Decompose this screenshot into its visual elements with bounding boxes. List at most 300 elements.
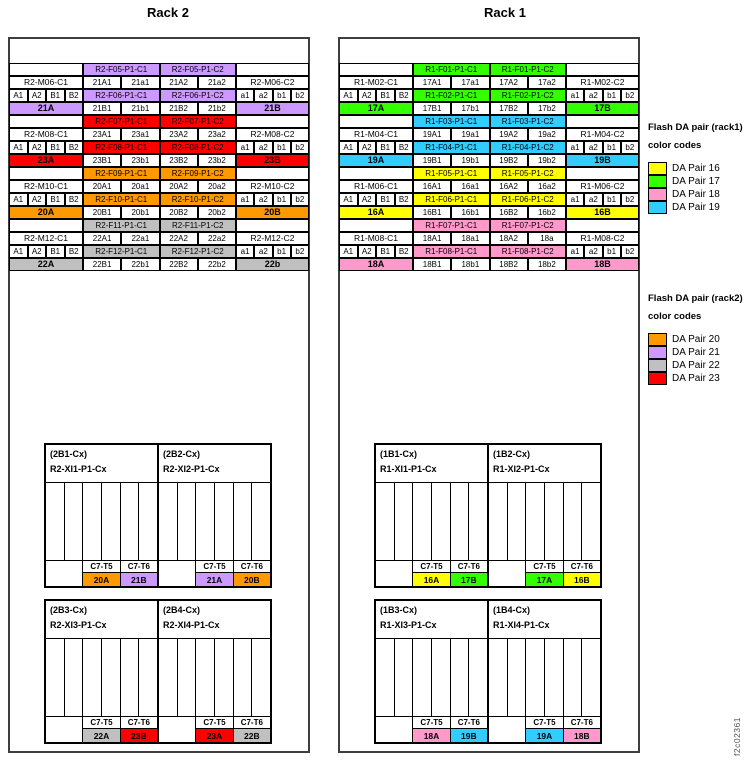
port-id-cell: 20B1 [83,206,121,219]
legend-label: DA Pair 17 [672,176,720,188]
da-pair-tag: 20A [83,573,119,586]
da-pair-cell: 21A [9,102,83,115]
legend-label: DA Pair 23 [672,373,720,385]
drawer-slot-area [159,483,270,560]
mgmt-card-cell: R2-M06-C1 [9,76,83,89]
io-drawer [157,601,270,742]
port-id-cell: 21B1 [83,102,121,115]
drawer-bottom-blank [376,717,412,742]
port-id-cell: 23B1 [83,154,121,167]
port-id-cell: 16B1 [413,206,451,219]
port-cell: B1 [376,141,395,154]
drawer-slot [451,639,470,716]
drawer-slot [196,483,215,560]
mgmt-card-cell: R1-M02-C1 [339,76,413,89]
mgmt-card-cell: R2-M10-C1 [9,180,83,193]
drawer-slot [83,639,102,716]
drawer-slot [432,483,451,560]
mgmt-card-cell: R1-M02-C2 [566,76,639,89]
drawer-slot [215,639,234,716]
port-id-cell: 21B2 [160,102,198,115]
port-id-cell: 22b1 [121,258,159,271]
port-id-cell: 21A2 [160,76,198,89]
port-label: C7-T5 [196,717,232,729]
drawer-id: (1B4-Cx) [493,605,531,615]
mgmt-card-cell: R1-M06-C2 [566,180,639,193]
legend-rack2-title-line2: color codes [648,311,702,323]
port-cell: b1 [603,245,621,258]
da-card-cell: R1-F05-P1-C2 [490,167,567,180]
io-drawer [376,445,487,586]
port-id-cell: 18B1 [413,258,451,271]
drawer-slot-area [376,483,487,560]
da-card-cell: R2-F06-P1-C1 [83,89,160,102]
drawer-port-t6 [450,561,487,586]
legend-item [648,162,748,175]
da-card-cell: R2-F09-P1-C1 [83,167,160,180]
port-id-cell: 18b2 [528,258,566,271]
port-id-cell: 19a1 [451,128,489,141]
da-card-cell: R1-F05-P1-C1 [413,167,490,180]
color-swatch [648,359,667,372]
drawer-port-t5 [82,561,119,586]
drawer-slot [196,639,215,716]
port-cell: a2 [584,89,602,102]
port-cell: B2 [395,89,414,102]
legend-item [648,201,748,214]
rack1-da-table [339,63,639,271]
port-id-cell: 16A2 [490,180,528,193]
port-cell: a1 [566,89,584,102]
drawer-slot [234,639,253,716]
da-pair-cell: 16B [566,206,639,219]
port-id-cell: 19A1 [413,128,451,141]
port-cell: B2 [65,193,84,206]
port-cell: a1 [236,141,254,154]
port-cell: a2 [254,193,272,206]
da-pair-tag: 21B [121,573,157,586]
rack2-title: Rack 2 [147,5,189,20]
port-id-cell: 18A1 [413,232,451,245]
port-id-cell: 22b2 [198,258,236,271]
drawer-header [159,445,270,483]
port-id-cell: 19b1 [451,154,489,167]
port-id-cell: 20A1 [83,180,121,193]
port-label: C7-T6 [451,561,487,573]
legend-label: DA Pair 21 [672,347,720,359]
empty-cell [339,167,413,180]
mgmt-card-cell: R2-M06-C2 [236,76,309,89]
port-cell: a1 [566,245,584,258]
drawer-slot [252,639,270,716]
port-cell: B1 [46,89,65,102]
port-id-cell: 18a [528,232,566,245]
da-card-cell: R2-F09-P1-C2 [160,167,237,180]
da-pair-cell: 17B [566,102,639,115]
port-cell: A1 [9,245,28,258]
drawer-slot-area [159,639,270,716]
da-pair-cell: 18A [339,258,413,271]
port-id-cell: 17b1 [451,102,489,115]
drawer-port-t6 [120,561,157,586]
drawer-port-t6 [233,717,270,742]
port-cell: A1 [339,141,358,154]
drawer-header [46,445,157,483]
port-id-cell: 16B2 [490,206,528,219]
port-cell: a2 [254,245,272,258]
port-id-cell: 17A1 [413,76,451,89]
empty-cell [339,219,413,232]
io-drawer [487,601,600,742]
legend-label: DA Pair 20 [672,334,720,346]
mgmt-card-cell: R2-M12-C2 [236,232,309,245]
drawer-bottom-blank [489,561,525,586]
port-label: C7-T5 [413,717,449,729]
drawer-slot [159,483,178,560]
port-id-cell: 17a1 [451,76,489,89]
legend-rack2-title-line1: Flash DA pair (rack2) [648,293,743,304]
color-swatch [648,188,667,201]
drawer-header [159,601,270,639]
da-card-cell: R1-F02-P1-C1 [413,89,490,102]
drawer-id: (2B1-Cx) [50,449,88,459]
drawer-port-t5 [82,717,119,742]
port-label: C7-T6 [234,717,270,729]
mgmt-card-cell: R1-M06-C1 [339,180,413,193]
port-cell: A2 [28,245,47,258]
da-pair-tag: 21A [196,573,232,586]
drawer-slot-area [376,639,487,716]
port-id-cell: 21A1 [83,76,121,89]
port-id-cell: 17b2 [528,102,566,115]
port-cell: a2 [584,193,602,206]
port-cell: A1 [339,245,358,258]
port-cell: b1 [273,245,291,258]
port-id-cell: 23b1 [121,154,159,167]
da-card-cell: R1-F03-P1-C1 [413,115,490,128]
port-id-cell: 18b1 [451,258,489,271]
rack2-io-drawer-group-2 [44,599,272,744]
port-label: C7-T6 [121,717,157,729]
legend-label: DA Pair 22 [672,360,720,372]
port-cell: b1 [273,89,291,102]
port-cell: b2 [291,245,309,258]
port-cell: b1 [273,193,291,206]
port-label: C7-T5 [83,717,119,729]
da-card-cell: R2-F10-P1-C2 [160,193,237,206]
port-id-cell: 20A2 [160,180,198,193]
empty-cell [236,63,309,76]
drawer-slot [489,483,508,560]
drawer-slot [526,639,545,716]
drawer-slot [582,483,600,560]
drawer-id: (1B1-Cx) [380,449,418,459]
port-cell: a1 [236,193,254,206]
port-cell: A2 [358,245,377,258]
port-cell: a2 [584,245,602,258]
port-cell: A1 [9,141,28,154]
drawer-slot [564,639,583,716]
io-drawer [46,445,157,586]
drawer-header [46,601,157,639]
empty-cell [339,115,413,128]
drawer-id: (2B2-Cx) [163,449,201,459]
port-label: C7-T5 [526,561,562,573]
port-id-cell: 22a1 [121,232,159,245]
port-id-cell: 21a1 [121,76,159,89]
da-card-cell: R1-F03-P1-C2 [490,115,567,128]
port-id-cell: 19A2 [490,128,528,141]
drawer-port-t6 [563,561,600,586]
port-cell: b1 [603,89,621,102]
port-cell: b2 [291,141,309,154]
port-id-cell: 19B2 [490,154,528,167]
drawer-bottom [489,716,600,742]
da-card-cell: R2-F08-P1-C2 [160,141,237,154]
figure-id-watermark: f2c02361 [732,717,742,756]
io-drawer [376,601,487,742]
da-card-cell: R2-F08-P1-C1 [83,141,160,154]
drawer-slot [65,639,84,716]
legend-rack2-items [648,333,748,385]
empty-cell [9,219,83,232]
port-id-cell: 21b1 [121,102,159,115]
port-cell: A2 [28,141,47,154]
drawer-label: R1-XI1-P1-Cx [380,464,437,475]
da-pair-cell: 19A [339,154,413,167]
da-card-cell: R2-F05-P1-C1 [83,63,160,76]
drawer-bottom [489,560,600,586]
da-card-cell: R1-F04-P1-C2 [490,141,567,154]
drawer-slot [469,639,487,716]
drawer-bottom [159,560,270,586]
port-cell: b2 [621,245,639,258]
port-cell: A1 [9,89,28,102]
empty-cell [236,115,309,128]
port-id-cell: 21b2 [198,102,236,115]
port-id-cell: 16A1 [413,180,451,193]
io-drawer [157,445,270,586]
empty-cell [236,219,309,232]
port-id-cell: 22B2 [160,258,198,271]
drawer-port-t6 [120,717,157,742]
empty-cell [236,167,309,180]
port-label: C7-T5 [526,717,562,729]
port-cell: B1 [376,193,395,206]
drawer-bottom [376,560,487,586]
port-cell: a1 [236,245,254,258]
port-cell: B1 [376,89,395,102]
rack1-title: Rack 1 [484,5,526,20]
port-cell: B2 [65,141,84,154]
legend-item [648,372,748,385]
rack2-da-table [9,63,309,271]
port-label: C7-T6 [234,561,270,573]
empty-cell [566,219,639,232]
rack2-io-drawer-group-1 [44,443,272,588]
mgmt-card-cell: R2-M12-C1 [9,232,83,245]
drawer-slot-area [489,639,600,716]
port-cell: B2 [395,245,414,258]
drawer-slot [65,483,84,560]
drawer-label: R1-XI2-P1-Cx [493,464,550,475]
port-id-cell: 18a1 [451,232,489,245]
drawer-slot [139,483,157,560]
da-pair-cell: 23A [9,154,83,167]
port-id-cell: 21a2 [198,76,236,89]
mgmt-card-cell: R2-M10-C2 [236,180,309,193]
da-pair-tag: 17B [451,573,487,586]
port-cell: a1 [236,89,254,102]
drawer-header [489,445,600,483]
rack1-io-drawer-group-2 [374,599,602,744]
drawer-id: (2B3-Cx) [50,605,88,615]
da-card-cell: R1-F07-P1-C2 [490,219,567,232]
port-cell: A2 [358,89,377,102]
da-card-cell: R1-F08-P1-C1 [413,245,490,258]
drawer-slot [252,483,270,560]
da-pair-cell: 21B [236,102,309,115]
drawer-slot [121,483,140,560]
port-cell: B1 [46,141,65,154]
drawer-slot [489,639,508,716]
port-cell: a2 [584,141,602,154]
port-cell: a2 [254,141,272,154]
drawer-slot [545,483,564,560]
drawer-slot [102,639,121,716]
da-pair-tag: 20B [234,573,270,586]
drawer-label: R2-XI2-P1-Cx [163,464,220,475]
da-pair-cell: 20A [9,206,83,219]
port-cell: B2 [395,193,414,206]
da-pair-tag: 17A [526,573,562,586]
drawer-slot [413,639,432,716]
port-id-cell: 23a2 [198,128,236,141]
port-id-cell: 16b2 [528,206,566,219]
mgmt-card-cell: R2-M08-C2 [236,128,309,141]
da-pair-tag: 22A [83,729,119,742]
port-cell: b2 [621,89,639,102]
da-pair-cell: 16A [339,206,413,219]
legend-label: DA Pair 18 [672,189,720,201]
da-pair-cell: 19B [566,154,639,167]
drawer-slot [508,483,527,560]
port-id-cell: 19a2 [528,128,566,141]
da-card-cell: R2-F10-P1-C1 [83,193,160,206]
port-cell: b2 [621,141,639,154]
drawer-port-t5 [195,561,232,586]
drawer-id: (1B2-Cx) [493,449,531,459]
drawer-slot-area [489,483,600,560]
port-label: C7-T6 [564,717,600,729]
drawer-slot [564,483,583,560]
port-id-cell: 19B1 [413,154,451,167]
da-pair-cell: 23B [236,154,309,167]
port-cell: b1 [603,193,621,206]
empty-cell [339,63,413,76]
port-id-cell: 18B2 [490,258,528,271]
rack1-box [338,37,640,753]
port-id-cell: 17B2 [490,102,528,115]
port-id-cell: 22A1 [83,232,121,245]
port-id-cell: 23a1 [121,128,159,141]
port-id-cell: 22A2 [160,232,198,245]
drawer-bottom [46,716,157,742]
port-cell: b1 [273,141,291,154]
color-swatch [648,372,667,385]
io-drawer [46,601,157,742]
port-id-cell: 20a1 [121,180,159,193]
port-id-cell: 23B2 [160,154,198,167]
port-cell: a1 [566,193,584,206]
mgmt-card-cell: R2-M08-C1 [9,128,83,141]
port-cell: b2 [291,193,309,206]
port-id-cell: 17B1 [413,102,451,115]
legend-label: DA Pair 16 [672,163,720,175]
da-card-cell: R2-F11-P1-C2 [160,219,237,232]
empty-cell [566,167,639,180]
drawer-slot [582,639,600,716]
da-pair-cell: 17A [339,102,413,115]
port-cell: A1 [9,193,28,206]
mgmt-card-cell: R1-M08-C2 [566,232,639,245]
drawer-port-t5 [412,717,449,742]
da-pair-tag: 18A [413,729,449,742]
da-pair-tag: 18B [564,729,600,742]
port-cell: b1 [603,141,621,154]
port-cell: B2 [65,89,84,102]
drawer-slot [451,483,470,560]
legend-rack1 [648,119,748,214]
drawer-slot [102,483,121,560]
port-cell: a2 [254,89,272,102]
drawer-slot [395,483,414,560]
empty-cell [9,63,83,76]
port-id-cell: 22a2 [198,232,236,245]
port-id-cell: 23A1 [83,128,121,141]
drawer-label: R1-XI3-P1-Cx [380,620,437,631]
drawer-slot [376,483,395,560]
port-id-cell: 23b2 [198,154,236,167]
port-id-cell: 17a2 [528,76,566,89]
da-card-cell: R2-F07-P1-C1 [83,115,160,128]
drawer-slot-area [46,639,157,716]
da-pair-cell: 22b [236,258,309,271]
empty-cell [566,115,639,128]
port-cell: B2 [65,245,84,258]
da-pair-cell: 22A [9,258,83,271]
legend-item [648,359,748,372]
port-id-cell: 16b1 [451,206,489,219]
legend-item [648,188,748,201]
mgmt-card-cell: R1-M04-C1 [339,128,413,141]
empty-cell [9,167,83,180]
port-cell: A2 [358,141,377,154]
da-pair-tag: 22B [234,729,270,742]
drawer-port-t5 [412,561,449,586]
drawer-header [376,601,487,639]
legend-label: DA Pair 19 [672,202,720,214]
port-label: C7-T5 [413,561,449,573]
legend-rack1-title-line1: Flash DA pair (rack1) [648,122,743,133]
da-card-cell: R2-F07-P1-C2 [160,115,237,128]
port-id-cell: 20b2 [198,206,236,219]
drawer-slot [178,483,197,560]
drawer-slot [376,639,395,716]
drawer-slot [413,483,432,560]
drawer-id: (2B4-Cx) [163,605,201,615]
port-id-cell: 20a2 [198,180,236,193]
